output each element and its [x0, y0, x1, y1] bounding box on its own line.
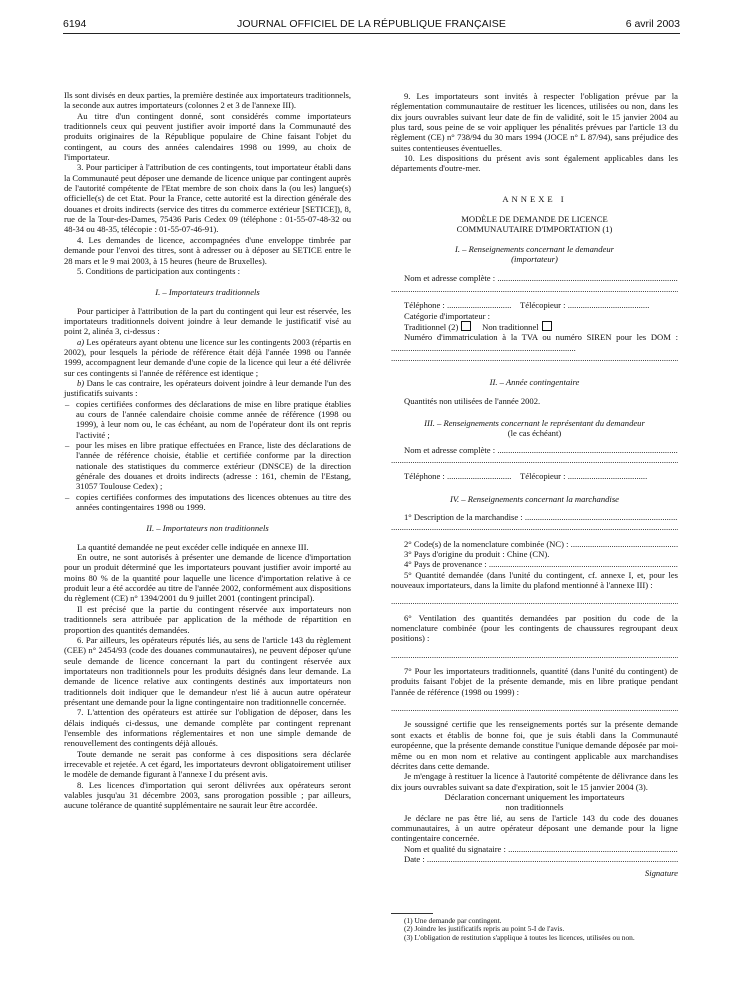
dotted-line[interactable] [391, 455, 678, 465]
importer-category-options: Traditionnel (2) Non traditionnel [391, 321, 678, 332]
paragraph: En outre, ne sont autorisés à présenter une demande de licence d'importation pour un produit déterminé que les importateurs pouvant justifier avoir importé au moins 80 % de la quantité pour laquelle une licence d'importation relative à ce produit leur a été accordée au titre de l'année 2002, conformément aux dispositions du règlement (CE) n° 1394/2001 du 9 juillet 2001 (contingent principal). [64, 552, 351, 604]
footnote: (3) L'obligation de restitution s'applique à toutes les licences, utilisées ou non. [404, 932, 635, 942]
paragraph: La quantité demandée ne peut excéder celle indiquée en annexe III. [77, 541, 309, 552]
journal-title: JOURNAL OFFICIEL DE LA RÉPUBLIQUE FRANÇAISE [237, 18, 506, 30]
paragraph: 3. Pour participer à l'attribution de ces contingents, tout importateur établi dans la Communauté peut déposer une demande de licence unique par contingent auprès de l'autorité compétente de l'Etat membre de son choix dans la (ou les) langue(s) officielle(s) de cet Etat. Pour la France, cette autorité est la direction générale des douanes et droits indirects (service des titres du commerce extérieur [SETICE]), 8, rue de la Tour-des-Dames, 75436 Paris Cedex 09 (téléphone : 01-55-07-48-32 ou 48-34 ou 48-35, télécopie : 01-55-07-46-91). [64, 162, 351, 235]
field-rep-name-address[interactable]: Nom et adresse complète : ..... [391, 445, 678, 455]
certification-text: Je soussigné certifie que les renseignements portés sur la présente demande sont exacts et établis de bonne foi, que je suis établi dans la Communauté européenne, que la présente demande constitue l'unique demande déposée par moi-même ou en mon nom et relative au contingent applicable aux marchandises décrites dans cette demande. [391, 719, 678, 771]
header-rule [63, 33, 680, 34]
right-column [391, 91, 678, 942]
section-heading: II. – Importateurs non traditionnels [146, 523, 269, 534]
unused-quantities: Quantités non utilisées de l'année 2002. [404, 395, 541, 406]
paragraph: 8. Les licences d'importation qui seront délivrées aux opérateurs seront valables jusqu'au 31 décembre 2003, sans prorogation possible ; par ailleurs, aucune tolérance de quantité supplémentaire ne saurait leur être accordée. [64, 779, 351, 811]
dotted-line[interactable] [391, 284, 678, 294]
signature-label: Signature [644, 868, 678, 879]
paragraph: Il est précisé que la partie du contingent réservée aux importateurs non traditionnels sera attribuée par application de la méthode de répartition en proportion des quantités demandées. [64, 603, 351, 635]
origin-country: 3° Pays d'origine du produit : Chine (CN). [404, 549, 550, 559]
declaration-heading: Déclaration concernant uniquement les importateurs [444, 791, 625, 802]
field-provenance[interactable]: 4° Pays de provenance : ..... [391, 559, 678, 569]
form-section-heading: II. – Année contingentaire [489, 377, 580, 388]
page-header [63, 18, 680, 32]
field-quantity-label: 5° Quantité demandée (dans l'unité du contingent, cf. annexe I, et, pour les nouveaux importateurs, dans la limite du plafond mentionné à l'annexe III) : [391, 569, 678, 591]
form-section-subheading: (importateur) [511, 254, 558, 265]
list-item: – copies certifiées conformes des déclarations de mise en libre pratique établies au cours de l'année calendaire choisie comme année de référence (1998 ou 1999), à leur nom ou, le cas échéant, au nom de l'opérateur dont ils ont repris l'activité ; [64, 399, 351, 440]
dotted-line[interactable] [391, 650, 678, 660]
field-description[interactable]: 1° Description de la marchandise : ..... [391, 512, 678, 522]
model-title: COMMUNAUTAIRE D'IMPORTATION (1) [456, 224, 613, 235]
field-name-address[interactable]: Nom et adresse complète : ..... [391, 273, 678, 283]
paragraph: 7. L'attention des opérateurs est attirée sur l'obligation de déposer, dans les délais indiqués ci-dessus, une demande complète par contingent reprenant l'ensemble des informations réglementaires et non une simple demande de renouvellement des contingents déjà alloués. [64, 707, 351, 749]
importer-category-label: Catégorie d'importateur : [404, 310, 491, 321]
item-label: b) [77, 377, 85, 388]
declaration-text: Je déclare ne pas être lié, au sens de l'article 143 du code des douanes communautaires, à un autre opérateur déposant une demande pour la ligne contingentaire concernée. [391, 812, 678, 844]
dash-list [64, 399, 351, 513]
form-section-heading: I. – Renseignements concernant le demandeur [455, 243, 614, 254]
checkbox-traditional[interactable] [461, 321, 471, 331]
footnote: (2) Joindre les justificatifs repris au point 5-I de l'avis. [404, 924, 565, 934]
paragraph: Pour participer à l'attribution de la part du contingent qui leur est réservée, les importateurs traditionnels doivent joindre à leur demande le justificatif visé au point 2, alinéa 3, ci-dessus : [64, 305, 351, 337]
field-date[interactable]: Date : ..... [391, 854, 678, 864]
footnote: (1) Une demande par contingent. [404, 915, 502, 925]
list-item: – pour les mises en libre pratique effectuées en France, liste des déclarations de l'année de référence choisie, établie et certifiée conforme par la direction nationale des statistiques du commerce extérieur (DNSCE) de la direction générale des douanes et droits indirects (adresse : 161, chemin de l'Estang, 31057 Toulouse Cedex) ; [64, 440, 351, 492]
list-item: – copies certifiées conformes des imputations des licences obtenues au titre des années contingentaires 1998 ou 1999. [64, 492, 351, 513]
model-title: MODÈLE DE DEMANDE DE LICENCE [461, 214, 608, 225]
left-column [64, 90, 351, 811]
commitment-text: Je m'engage à restituer la licence à l'autorité compétente de délivrance dans les dix jours ouvrables suivant sa date d'expiration, soit le 15 janvier 2004 (3). [391, 771, 678, 792]
field-rep-phone-fax[interactable]: Téléphone : .............................. Télécopieur : ..................................... [404, 471, 648, 482]
field-traditional-qty-label: 7° Pour les importateurs traditionnels, quantité (dans l'unité du contingent) de produits faisant l'objet de la présente demande, mis en libre pratique pendant l'année de référence (1998 ou 1999) : [391, 666, 678, 697]
checkbox-non-traditional[interactable] [542, 321, 552, 331]
field-nc-code[interactable]: 2° Code(s) de la nomenclature combinée (NC) : ..... [391, 539, 678, 549]
paragraph: 5. Conditions de participation aux contingents : [77, 265, 241, 276]
paragraph: a) Les opérateurs ayant obtenu une licence sur les contingents 2003 (répartis en 2002), pour lesquels la période de référence était déjà l'année 1998 ou l'année 1999, accompagnent leur demande d'une copie de la licence qui leur a été délivrée sur ces contingents si l'année de référence est identique ; [64, 336, 351, 378]
form-section-heading: III. – Renseignements concernant le représentant du demandeur [424, 417, 645, 428]
section-heading: I. – Importateurs traditionnels [155, 287, 260, 298]
dotted-line[interactable] [391, 596, 678, 606]
paragraph: 9. Les importateurs sont invités à respecter l'obligation prévue par la réglementation communautaire de restituer les licences, utilisées ou non, dans les dix jours ouvrables suivant leur date de fin de validité, soit le 15 janvier 2004 au plus tard, sous peine de se voir appliquer les pénalités prévues par l'article 13 du règlement (CE) n° 738/94 du 30 mars 1994 (JOCE n° L 87/94), sans préjudice des suites contentieuses éventuelles. [391, 91, 678, 153]
paragraph: b) Dans le cas contraire, les opérateurs doivent joindre à leur demande l'un des justificatifs suivants : [64, 377, 351, 399]
paragraph: 6. Par ailleurs, les opérateurs réputés liés, au sens de l'article 143 du règlement (CEE) n° 2454/93 (code des douanes communautaires), ne peuvent déposer qu'une seule demande de licence concernant la part du contingent réservée aux importateurs non traditionnels pour les produits désignés dans leur demande. La demande de licence relative aux contingents destinés aux importateurs non traditionnels doit indiquer que le demandeur n'est lié à aucun autre opérateur présentant une demande pour la ligne contingentaire non traditionnelle concernée. [64, 634, 351, 707]
paragraph: Au titre d'un contingent donné, sont considérés comme importateurs traditionnels ceux qui peuvent justifier avoir importé dans la Communauté des produits originaires de la République populaire de Chine faisant l'objet du contingent, au cours des années calendaires 1998 ou 1999, au choix de l'importateur. [64, 110, 351, 163]
field-vat-number[interactable]: Numéro d'immatriculation à la TVA ou numéro SIREN pour les DOM : ...................................................................................... ..... [391, 332, 678, 363]
footnote-rule [391, 913, 433, 914]
field-phone-fax[interactable]: Téléphone : .............................. Télécopieur : ...................................... [404, 300, 650, 311]
declaration-heading: non traditionnels [505, 802, 564, 813]
issue-date: 6 avril 2003 [625, 18, 680, 30]
form-section-subheading: (le cas échéant) [507, 428, 562, 439]
dotted-line[interactable] [391, 703, 678, 713]
dotted-line[interactable] [391, 522, 678, 532]
paragraph: Ils sont divisés en deux parties, la première destinée aux importateurs traditionnels, la seconde aux autres importateurs (colonnes 2 et 3 de l'annexe III). [64, 90, 351, 111]
form-section-heading: IV. – Renseignements concernant la marchandise [450, 493, 619, 504]
paragraph: Toute demande ne serait pas conforme à ces dispositions sera déclarée irrecevable et rejetée. A cet égard, les importateurs devront obligatoirement utiliser le modèle de demande figurant à l'annexe I du présent avis. [64, 748, 351, 780]
field-breakdown-label: 6° Ventilation des quantités demandées par position du code de la nomenclature combinée (pour les contingents de chaussures regroupant deux positions) : [391, 612, 678, 644]
item-label: a) [77, 336, 85, 347]
paragraph: 4. Les demandes de licence, accompagnées d'une enveloppe timbrée par demande pour l'envoi des titres, sont à adresser ou à déposer au SETICE entre le 28 mars et le 9 mai 2003, à 15 heures (heure de Bruxelles). [64, 234, 351, 266]
paragraph: 10. Les dispositions du présent avis sont également applicables dans les départements d'outre-mer. [391, 153, 678, 174]
annex-title: ANNEXE I [502, 193, 567, 204]
page-number: 6194 [63, 18, 87, 30]
field-signatory[interactable]: Nom et qualité du signataire : ..... [391, 844, 678, 854]
